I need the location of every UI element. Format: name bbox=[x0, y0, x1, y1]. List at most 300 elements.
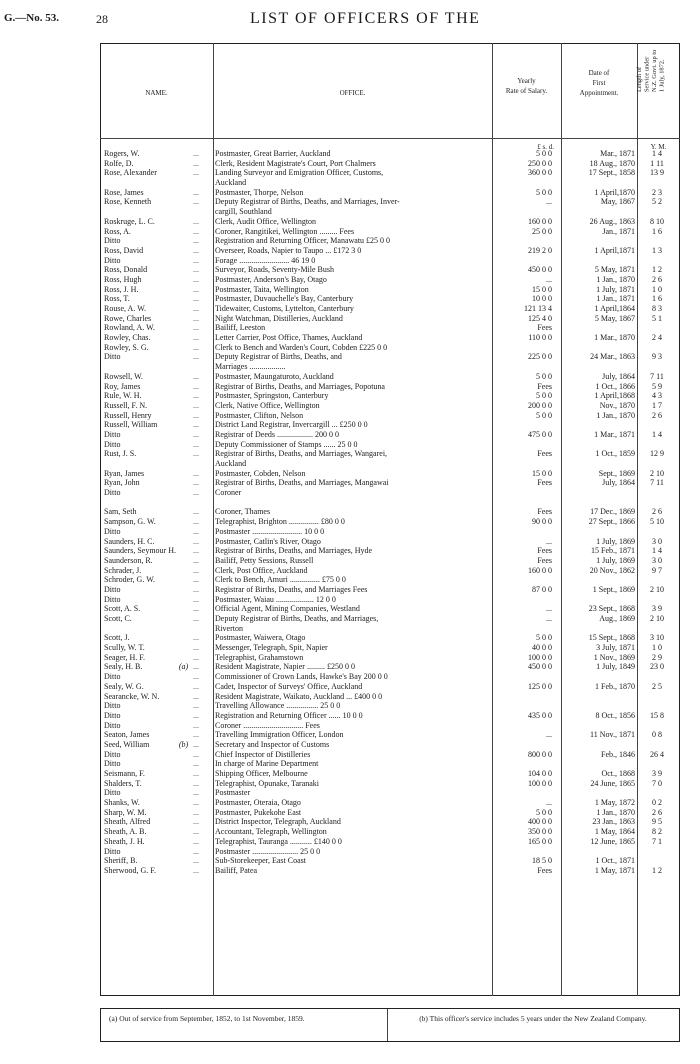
yearly-salary: 435 0 0 bbox=[528, 710, 552, 720]
yearly-salary: 160 0 0 bbox=[528, 565, 552, 575]
table-row bbox=[100, 401, 680, 411]
officer-name: Ditto bbox=[104, 720, 121, 730]
officer-name: Ross, Donald bbox=[104, 265, 148, 275]
table-row bbox=[100, 759, 680, 769]
office: Registrar of Births, Deaths, and Marriages, Hyde bbox=[215, 546, 373, 556]
table-row bbox=[100, 236, 680, 246]
service-length: 2 3 bbox=[652, 187, 662, 197]
officer-name: Ditto bbox=[104, 749, 121, 759]
table-row bbox=[100, 333, 680, 343]
officer-name: Schrader, J. bbox=[104, 565, 142, 575]
yearly-salary: 100 0 0 bbox=[528, 652, 552, 662]
appointment-date: 1 Oct., 1866 bbox=[595, 381, 635, 391]
leader-dots: ... bbox=[193, 856, 199, 866]
table-row bbox=[100, 721, 680, 731]
appointment-date: 27 Sept., 1866 bbox=[588, 517, 635, 527]
appointment-date: 23 Sept., 1868 bbox=[588, 604, 635, 614]
appointment-date: 1 April,1864 bbox=[594, 304, 635, 313]
officer-name: Russell, F. N. bbox=[104, 400, 148, 410]
table-row bbox=[100, 149, 680, 159]
service-length: 1 6 bbox=[652, 226, 662, 236]
yearly-salary: 225 0 0 bbox=[528, 352, 552, 362]
table-row bbox=[100, 730, 680, 740]
table-row bbox=[100, 343, 680, 353]
officer-name: Ditto bbox=[104, 488, 121, 498]
leader-dots: ... bbox=[193, 294, 199, 304]
service-length: 2 6 bbox=[652, 274, 662, 284]
service-length: 1 3 bbox=[652, 245, 662, 255]
appointment-date: Sept., 1869 bbox=[598, 468, 635, 478]
service-length: 12 9 bbox=[650, 449, 664, 459]
appointment-date: 1 July, 1849 bbox=[596, 662, 635, 672]
officer-name: Seaton, James bbox=[104, 730, 150, 740]
leader-dots: ... bbox=[193, 614, 199, 623]
yearly-salary: 125 4 0 bbox=[528, 313, 552, 323]
leader-dots: ... bbox=[193, 827, 199, 837]
office: Deputy Registrar of Births, Deaths, and bbox=[215, 352, 342, 362]
page-number: 28 bbox=[96, 12, 108, 26]
service-length: 1 2 bbox=[652, 265, 662, 275]
officer-name: Shanks, W. bbox=[104, 798, 140, 808]
office: Auckland bbox=[215, 459, 247, 468]
appointment-date: 1 April,1871 bbox=[594, 245, 635, 255]
table-row bbox=[100, 275, 680, 285]
yearly-salary: ... bbox=[546, 536, 552, 546]
yearly-salary: ... bbox=[546, 798, 552, 808]
office: Bailiff, Petty Sessions, Russell bbox=[215, 555, 314, 565]
service-length: 1 4 bbox=[652, 546, 662, 556]
officer-name: Ditto bbox=[104, 672, 121, 682]
appointment-date: 1 May, 1872 bbox=[594, 798, 635, 808]
leader-dots: ... bbox=[193, 778, 199, 788]
office: Coroner bbox=[215, 488, 242, 498]
yearly-salary: Fees bbox=[537, 507, 552, 517]
service-length: 2 5 bbox=[652, 681, 662, 691]
service-length: 1 4 bbox=[652, 429, 662, 439]
table-row bbox=[100, 391, 680, 401]
service-length: 2 10 bbox=[650, 614, 664, 623]
office: Deputy Registrar of Births, Deaths, and Marriages, Inver- bbox=[215, 197, 400, 207]
leader-dots: ... bbox=[193, 304, 199, 313]
office: Postmaster, Anderson's Bay, Otago bbox=[215, 274, 327, 284]
yearly-salary: 165 0 0 bbox=[528, 836, 552, 846]
table-row bbox=[100, 294, 680, 304]
officer-name: Rowley, Chas. bbox=[104, 333, 151, 343]
yearly-salary: 5 0 0 bbox=[536, 391, 552, 401]
leader-dots: ... bbox=[193, 652, 199, 662]
yearly-salary: ... bbox=[546, 197, 552, 207]
service-length: 1 0 bbox=[652, 284, 662, 294]
officer-name: Rose, Alexander bbox=[104, 168, 157, 178]
office: Postmaster, Maungaturoto, Auckland bbox=[215, 371, 334, 381]
service-length: 2 6 bbox=[652, 410, 662, 420]
service-length: 5 2 bbox=[652, 197, 662, 207]
office: Chief Inspector of Distilleries bbox=[215, 749, 311, 759]
appointment-date: Mar., 1871 bbox=[600, 149, 635, 158]
service-length: 5 1 bbox=[652, 313, 662, 323]
yearly-salary: 400 0 0 bbox=[528, 817, 552, 827]
table-row bbox=[100, 595, 680, 605]
appointment-date: July, 1864 bbox=[602, 371, 635, 381]
table-row bbox=[100, 537, 680, 547]
office: Postmaster, Taita, Wellington bbox=[215, 284, 309, 294]
office: Shipping Officer, Melbourne bbox=[215, 769, 308, 778]
leader-dots: ... bbox=[193, 468, 199, 478]
appointment-date: 1 Jan., 1871 bbox=[596, 294, 635, 304]
date-column-header: Date of First Appointment. bbox=[579, 69, 619, 97]
table-row bbox=[100, 546, 680, 556]
table-row bbox=[100, 701, 680, 711]
leader-dots: ... bbox=[193, 187, 199, 197]
office: Postmaster ......................... 10 0 0 bbox=[215, 526, 325, 536]
office: Bailiff, Leeston bbox=[215, 323, 266, 333]
table-row bbox=[100, 769, 680, 779]
leader-dots: ... bbox=[193, 730, 199, 740]
office: Night Watchman, Distilleries, Auckland bbox=[215, 313, 343, 323]
table-row bbox=[100, 653, 680, 663]
footnote-a: (a) Out of service from September, 1852, to 1st November, 1859. bbox=[109, 1014, 305, 1023]
leader-dots: ... bbox=[193, 245, 199, 255]
appointment-date: 17 Dec., 1869 bbox=[590, 507, 635, 517]
officer-name: Sealy, W. G. bbox=[104, 681, 144, 691]
service-length: 2 9 bbox=[652, 652, 662, 662]
office: Official Agent, Mining Companies, Westland bbox=[215, 604, 360, 614]
office: Bailiff, Patea bbox=[215, 865, 258, 875]
table-row bbox=[100, 837, 680, 847]
yearly-salary: 15 0 0 bbox=[532, 284, 552, 294]
appointment-date: 1 Jan., 1870 bbox=[596, 807, 635, 817]
table-row bbox=[100, 256, 680, 266]
yearly-salary: 15 0 0 bbox=[532, 468, 552, 478]
office: Travelling Immigration Officer, London bbox=[215, 730, 344, 740]
yearly-salary: 5 0 0 bbox=[536, 371, 552, 381]
leader-dots: ... bbox=[193, 836, 199, 846]
leader-dots: ... bbox=[193, 371, 199, 381]
leader-dots: ... bbox=[193, 149, 199, 158]
table-row bbox=[100, 788, 680, 798]
officer-name: Sampson, G. W. bbox=[104, 517, 156, 527]
table-row bbox=[100, 227, 680, 237]
appointment-date: 1 Mar., 1870 bbox=[594, 333, 635, 343]
appointment-date: 26 Aug., 1863 bbox=[589, 216, 635, 226]
salary-units: £ s. d. bbox=[537, 143, 554, 151]
office: Deputy Registrar of Births, Deaths, and Marriages, bbox=[215, 614, 379, 623]
appointment-date: 1 July, 1869 bbox=[596, 555, 635, 565]
office: Tidewaiter, Customs, Lyttelton, Canterbury bbox=[215, 304, 354, 313]
office: Accountant, Telegraph, Wellington bbox=[215, 827, 327, 837]
appointment-date: 5 May, 1871 bbox=[594, 265, 635, 275]
appointment-date: May, 1867 bbox=[600, 197, 635, 207]
service-length: 2 10 bbox=[650, 468, 664, 478]
leader-dots: ... bbox=[193, 265, 199, 275]
leader-dots: ... bbox=[193, 352, 199, 362]
appointment-date: 8 Oct., 1856 bbox=[595, 710, 635, 720]
service-length: 13 9 bbox=[650, 168, 664, 178]
office: Riverton bbox=[215, 623, 243, 633]
officer-name: Rowe, Charles bbox=[104, 313, 152, 323]
footnote-marker: (a) bbox=[178, 662, 189, 672]
footnote-b: (b) This officer's service includes 5 years under the New Zealand Company. bbox=[419, 1014, 647, 1023]
header-rule bbox=[100, 138, 680, 139]
leader-dots: ... bbox=[193, 798, 199, 808]
office: Sub-Storekeeper, East Coast bbox=[215, 856, 306, 866]
table-row bbox=[100, 527, 680, 537]
service-length: 9 5 bbox=[652, 817, 662, 827]
service-length: 2 4 bbox=[652, 333, 662, 343]
leader-dots: ... bbox=[193, 168, 199, 178]
officer-name: Sherwood, G. F. bbox=[104, 865, 157, 875]
officer-name: Sheath, A. B. bbox=[104, 827, 147, 837]
service-length: 1 6 bbox=[652, 294, 662, 304]
table-row bbox=[100, 246, 680, 256]
leader-dots: ... bbox=[193, 255, 199, 265]
service-length: 3 0 bbox=[652, 555, 662, 565]
appointment-date: 18 Aug., 1870 bbox=[589, 158, 635, 168]
officer-name: Seager, H. F. bbox=[104, 652, 146, 662]
name-column-header: NAME. bbox=[145, 89, 168, 97]
service-length: 7 11 bbox=[650, 371, 664, 381]
table-row bbox=[100, 265, 680, 275]
officer-name: Searancke, W. N. bbox=[104, 691, 160, 701]
officer-name: Ditto bbox=[104, 255, 121, 265]
office: Telegraphist, Grahamstown bbox=[215, 652, 304, 662]
yearly-salary: 18 5 0 bbox=[532, 856, 552, 866]
officer-name: Saunderson, R. bbox=[104, 555, 153, 565]
officer-name: Ditto bbox=[104, 594, 121, 604]
office: District Land Registrar, Invercargill ... £250 0 0 bbox=[215, 420, 368, 430]
officer-name: Ditto bbox=[104, 429, 121, 439]
office: Auckland bbox=[215, 178, 247, 188]
appointment-date: 1 July, 1871 bbox=[596, 284, 635, 294]
office: Deputy Commissioner of Stamps ...... 25 0 0 bbox=[215, 439, 358, 449]
yearly-salary: Fees bbox=[537, 323, 552, 333]
officer-name: Ditto bbox=[104, 701, 121, 711]
leader-dots: ... bbox=[193, 439, 199, 449]
leader-dots: ... bbox=[193, 488, 199, 498]
leader-dots: ... bbox=[193, 517, 199, 527]
leader-dots: ... bbox=[193, 565, 199, 575]
table-row bbox=[100, 178, 680, 188]
officer-name: Ross, David bbox=[104, 245, 144, 255]
leader-dots: ... bbox=[193, 701, 199, 711]
table-row bbox=[100, 750, 680, 760]
office-column-header: OFFICE. bbox=[339, 89, 366, 97]
yearly-salary: 250 0 0 bbox=[528, 158, 552, 168]
yearly-salary: 219 2 0 bbox=[528, 245, 552, 255]
office: Messenger, Telegraph, Spit, Napier bbox=[215, 643, 328, 653]
appointment-date: 1 Jan., 1870 bbox=[596, 274, 635, 284]
service-length: 5 9 bbox=[652, 381, 662, 391]
officer-name: Ross, A. bbox=[104, 226, 131, 236]
leader-dots: ... bbox=[193, 197, 199, 207]
leader-dots: ... bbox=[193, 681, 199, 691]
office: Marriages .................. bbox=[215, 362, 286, 372]
service-length: 1 7 bbox=[652, 400, 662, 410]
leader-dots: ... bbox=[193, 749, 199, 759]
leader-dots: ... bbox=[193, 846, 199, 856]
yearly-salary: 104 0 0 bbox=[528, 769, 552, 778]
table-row bbox=[100, 478, 680, 488]
service-length: 4 3 bbox=[652, 391, 662, 401]
officer-name: Ryan, James bbox=[104, 468, 145, 478]
office: cargill, Southland bbox=[215, 207, 272, 217]
leader-dots: ... bbox=[193, 284, 199, 294]
appointment-date: 1 Nov., 1869 bbox=[593, 652, 635, 662]
office: Telegraphist, Tauranga ........... £140 0 0 bbox=[215, 836, 342, 846]
table-row bbox=[100, 459, 680, 469]
leader-dots: ... bbox=[193, 788, 199, 798]
table-row bbox=[100, 382, 680, 392]
officer-name: Ditto bbox=[104, 236, 121, 246]
table-row bbox=[100, 566, 680, 576]
leader-dots: ... bbox=[193, 575, 199, 585]
service-length: 2 10 bbox=[650, 584, 664, 594]
table-row bbox=[100, 440, 680, 450]
officer-name: Shalders, T. bbox=[104, 778, 142, 788]
office: Overseer, Roads, Napier to Taupo ... £172 3 0 bbox=[215, 245, 362, 255]
table-row bbox=[100, 692, 680, 702]
officer-name: Sam, Seth bbox=[104, 507, 137, 517]
office: Surveyor, Roads, Seventy-Mile Bush bbox=[215, 265, 335, 275]
table-row bbox=[100, 498, 680, 508]
service-length: 1 4 bbox=[652, 149, 662, 158]
yearly-salary: 350 0 0 bbox=[528, 827, 552, 837]
officer-name: Saunders, H. C. bbox=[104, 536, 155, 546]
service-length: 26 4 bbox=[650, 749, 664, 759]
office: In charge of Marine Department bbox=[215, 759, 319, 769]
office: Registrar of Births, Deaths, and Marriages, Mangawai bbox=[215, 478, 389, 488]
leader-dots: ... bbox=[193, 604, 199, 614]
table-row bbox=[100, 556, 680, 566]
table-row bbox=[100, 430, 680, 440]
leader-dots: ... bbox=[193, 429, 199, 439]
table-row bbox=[100, 798, 680, 808]
yearly-salary: 800 0 0 bbox=[528, 749, 552, 759]
table-row bbox=[100, 624, 680, 634]
yearly-salary: 110 0 0 bbox=[528, 333, 552, 343]
leader-dots: ... bbox=[193, 313, 199, 323]
yearly-salary: 25 0 0 bbox=[532, 226, 552, 236]
office: Clerk, Audit Office, Wellington bbox=[215, 216, 317, 226]
office: Postmaster bbox=[215, 788, 251, 798]
leader-dots: ... bbox=[193, 633, 199, 643]
officer-name: Ditto bbox=[104, 788, 121, 798]
officer-name: Rust, J. S. bbox=[104, 449, 137, 459]
appointment-date: 1 April,1868 bbox=[594, 391, 635, 401]
appointment-date: 17 Sept., 1858 bbox=[588, 168, 635, 178]
table-row bbox=[100, 643, 680, 653]
leader-dots: ... bbox=[193, 807, 199, 817]
service-length: 3 0 bbox=[652, 536, 662, 546]
length-column-header: Length of Service under N.Z. Govt. up to 1 July, 1872. bbox=[636, 49, 666, 92]
footnote-divider bbox=[387, 1009, 388, 1041]
officer-name: Rule, W. H. bbox=[104, 391, 142, 401]
table-row bbox=[100, 711, 680, 721]
officer-name: Ditto bbox=[104, 526, 121, 536]
table-row bbox=[100, 352, 680, 362]
yearly-salary: 40 0 0 bbox=[532, 643, 552, 653]
table-row bbox=[100, 585, 680, 595]
leader-dots: ... bbox=[193, 720, 199, 730]
officer-name: Russell, William bbox=[104, 420, 158, 430]
service-length: 3 9 bbox=[652, 604, 662, 614]
table-row bbox=[100, 304, 680, 314]
table-row bbox=[100, 614, 680, 624]
document-reference: G.—No. 53. bbox=[4, 12, 59, 24]
table-row bbox=[100, 469, 680, 479]
service-length: 3 10 bbox=[650, 633, 664, 643]
length-units: Y. M. bbox=[650, 143, 667, 151]
leader-dots: ... bbox=[193, 536, 199, 546]
table-row bbox=[100, 207, 680, 217]
table-row bbox=[100, 420, 680, 430]
appointment-date: 1 Oct., 1871 bbox=[595, 856, 635, 866]
officer-name: Sheath, J. H. bbox=[104, 836, 145, 846]
yearly-salary: Fees bbox=[537, 381, 552, 391]
appointment-date: 1 May, 1864 bbox=[594, 827, 635, 837]
table-row bbox=[100, 682, 680, 692]
office: Postmaster, Duvauchelle's Bay, Canterbury bbox=[215, 294, 354, 304]
service-length: 8 2 bbox=[652, 827, 662, 837]
appointment-date: 15 Sept., 1868 bbox=[588, 633, 635, 643]
office: Commissioner of Crown Lands, Hawke's Bay 200 0 0 bbox=[215, 672, 388, 682]
appointment-date: 23 Jan., 1863 bbox=[592, 817, 635, 827]
officer-name: Scott, C. bbox=[104, 614, 132, 623]
table-row bbox=[100, 372, 680, 382]
officer-name: Seed, William bbox=[104, 739, 150, 749]
yearly-salary: 5 0 0 bbox=[536, 410, 552, 420]
service-length: 1 2 bbox=[652, 865, 662, 875]
appointment-date: 11 Nov., 1871 bbox=[590, 730, 635, 740]
appointment-date: 1 July, 1869 bbox=[596, 536, 635, 546]
officer-name: Schroder, G. W. bbox=[104, 575, 156, 585]
leader-dots: ... bbox=[193, 710, 199, 720]
officer-name: Ditto bbox=[104, 584, 121, 594]
yearly-salary: 5 0 0 bbox=[536, 149, 552, 158]
leader-dots: ... bbox=[193, 410, 199, 420]
office: Postmaster, Pukekohe East bbox=[215, 807, 302, 817]
service-length: 15 8 bbox=[650, 710, 664, 720]
yearly-salary: 100 0 0 bbox=[528, 778, 552, 788]
appointment-date: 1 Mar., 1871 bbox=[594, 429, 635, 439]
leader-dots: ... bbox=[193, 333, 199, 343]
leader-dots: ... bbox=[193, 158, 199, 168]
leader-dots: ... bbox=[193, 236, 199, 246]
office: Secretary and Inspector of Customs bbox=[215, 739, 330, 749]
leader-dots: ... bbox=[193, 555, 199, 565]
service-length: 3 9 bbox=[652, 769, 662, 778]
officer-name: Sheriff, B. bbox=[104, 856, 138, 866]
office: Registration and Returning Officer ...... 10 0 0 bbox=[215, 710, 363, 720]
officer-name: Sealy, H. B. bbox=[104, 662, 143, 672]
leader-dots: ... bbox=[193, 643, 199, 653]
table-row bbox=[100, 362, 680, 372]
officer-list bbox=[100, 149, 680, 876]
table-row bbox=[100, 323, 680, 333]
leader-dots: ... bbox=[193, 274, 199, 284]
yearly-salary: Fees bbox=[537, 478, 552, 488]
office: Letter Carrier, Post Office, Thames, Auckland bbox=[215, 333, 363, 343]
officer-name: Ditto bbox=[104, 352, 121, 362]
leader-dots: ... bbox=[193, 739, 199, 749]
officer-name: Ryan, John bbox=[104, 478, 140, 488]
table-row bbox=[100, 411, 680, 421]
service-length: 2 6 bbox=[652, 807, 662, 817]
officer-name: Scott, A. S. bbox=[104, 604, 141, 614]
table-row bbox=[100, 575, 680, 585]
table-row bbox=[100, 285, 680, 295]
officer-name: Saunders, Seymour H. bbox=[104, 546, 176, 556]
